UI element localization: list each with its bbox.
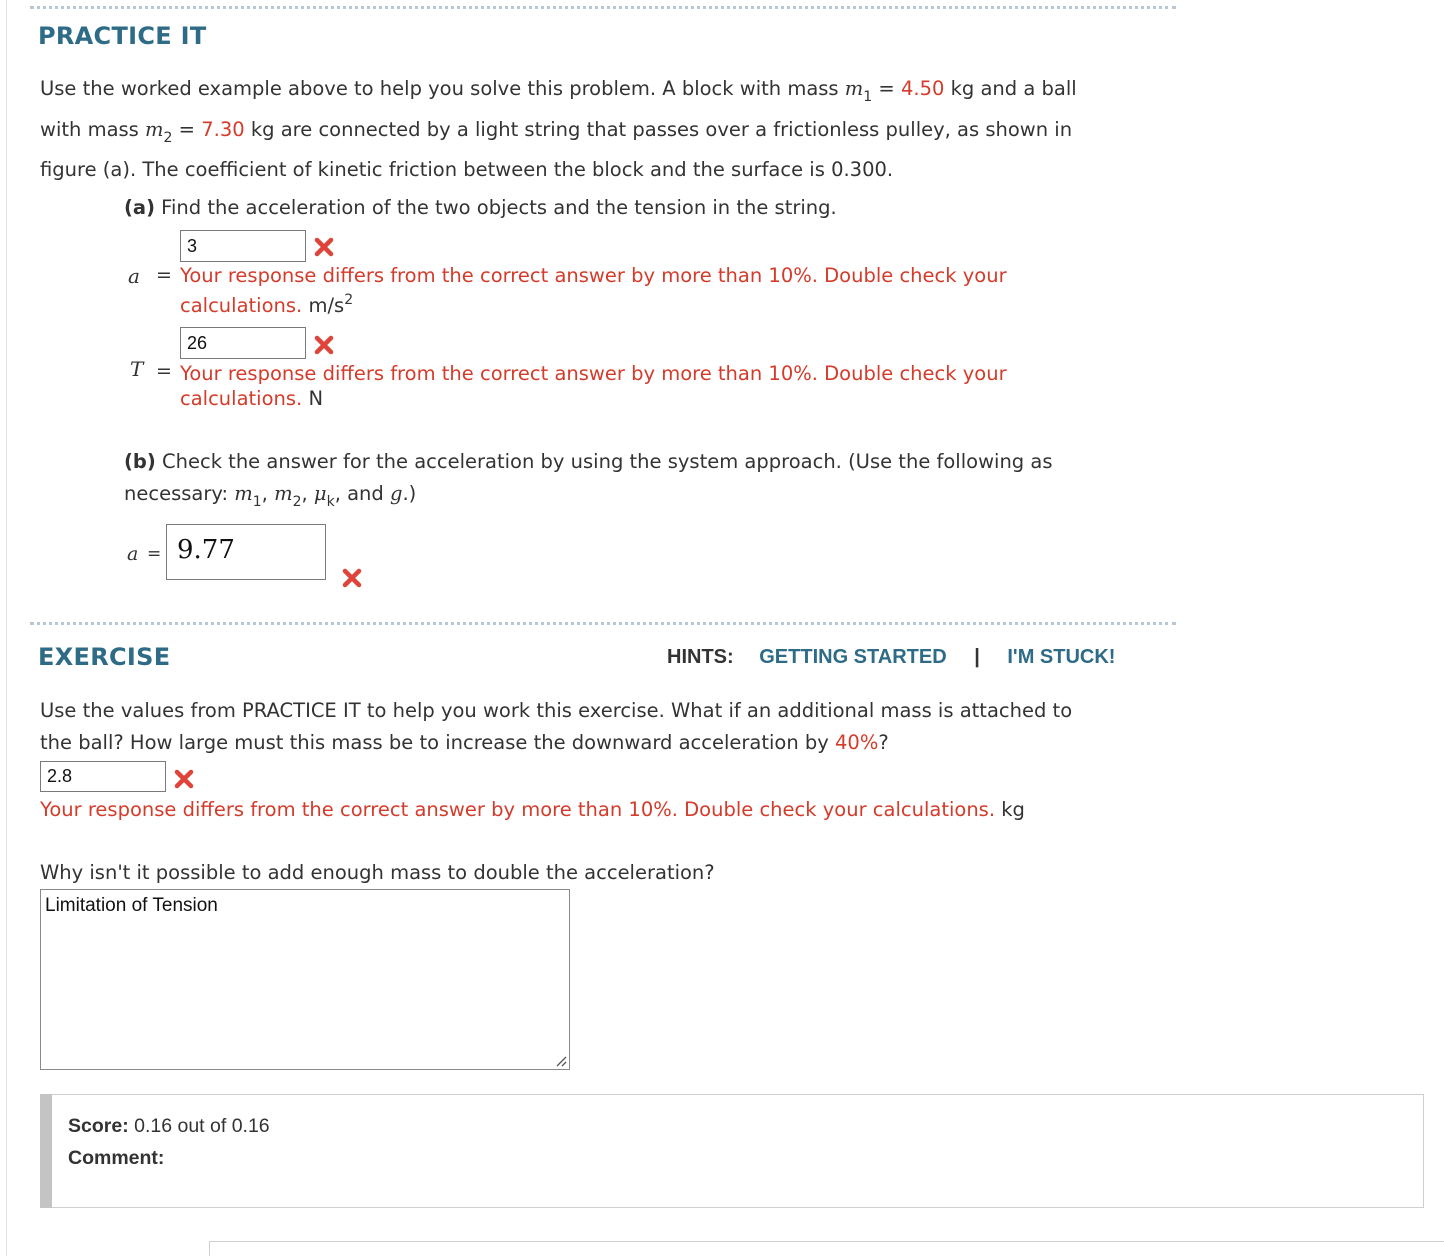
problem-line-2: with mass $m_2 = 7.30$ kg are connected by a light string that passes over a frictionless pulley, as shown in: [40, 117, 1073, 146]
next-panel-edge: [209, 1241, 1444, 1256]
section-divider-top: [30, 6, 1176, 9]
hints-bar: [667, 646, 1115, 669]
part-b-variables: necessary: $m_1$, $m_2$, $\mu_k$, and g.): [124, 482, 417, 510]
part-b-question: (b) Check the answer for the acceleration by using the system approach. (Use the following as: [124, 450, 1053, 473]
problem-line-1: Use the worked example above to help you solve this problem. A block with mass $m_1 = 4.50$ kg and a ball: [40, 77, 1077, 105]
b-a-variable: a: [127, 543, 139, 565]
tension-input[interactable]: 26: [180, 327, 306, 359]
score-line: Score: 0.16 out of 0.16: [68, 1115, 270, 1137]
explanation-textarea[interactable]: [40, 889, 570, 1070]
exercise-title: EXERCISE: [38, 643, 171, 671]
mass-feedback: Your response differs from the correct answer by more than 10%. Double check your calculations. kg: [40, 798, 1025, 821]
why-question: Why isn't it possible to add enough mass to double the acceleration?: [40, 861, 715, 884]
resize-handle-icon[interactable]: [555, 1055, 567, 1067]
score-panel-accent: [40, 1094, 52, 1208]
percent-value: 40%: [835, 731, 879, 754]
system-acceleration-input[interactable]: 9.77: [166, 524, 326, 580]
incorrect-x-icon: [313, 236, 335, 258]
m1-value: 4.50: [900, 77, 945, 100]
tension-feedback: Your response differs from the correct answer by more than 10%. Double check your calculations. N: [180, 362, 1007, 410]
left-border: [6, 0, 7, 1256]
practice-title: PRACTICE IT: [38, 22, 207, 50]
textarea-value: Limitation of Tension: [45, 895, 218, 916]
hint-separator: |: [974, 646, 980, 668]
section-divider-exercise: [30, 622, 1176, 625]
incorrect-x-icon: [313, 334, 335, 356]
problem-statement: [40, 70, 1077, 190]
score-value: 0.16 out of 0.16: [128, 1115, 270, 1137]
exercise-line-2: the ball? How large must this mass be to increase the downward acceleration by 40%?: [40, 731, 889, 754]
a-variable: a: [128, 264, 140, 288]
acceleration-feedback: Your response differs from the correct answer by more than 10%. Double check your calculations. $m/s^2$: [180, 264, 1007, 317]
hint-im-stuck-link[interactable]: I'M STUCK!: [1007, 646, 1116, 668]
mass-unit: kg: [995, 798, 1025, 821]
b-a-equals: =: [147, 544, 162, 564]
additional-mass-input[interactable]: 2.8: [40, 761, 166, 792]
hints-label: HINTS:: [667, 646, 734, 668]
hint-getting-started-link[interactable]: GETTING STARTED: [759, 646, 947, 668]
problem-line-3: figure (a). The coefficient of kinetic friction between the block and the surface is 0.300.: [40, 158, 894, 181]
t-variable: T: [130, 357, 144, 381]
part-a-question: (a) Find the acceleration of the two objects and the tension in the string.: [124, 196, 837, 219]
comment-label: Comment:: [68, 1147, 165, 1169]
t-equals: =: [156, 360, 172, 382]
acceleration-unit: $m/s^2$: [302, 292, 354, 317]
incorrect-x-icon: [173, 768, 195, 790]
score-panel: [40, 1094, 1424, 1208]
acceleration-input[interactable]: 3: [180, 230, 306, 262]
tension-unit: N: [302, 387, 324, 410]
exercise-line-1: Use the values from PRACTICE IT to help you work this exercise. What if an additional mass is attached to: [40, 699, 1073, 722]
m2-value: 7.30: [201, 117, 245, 141]
incorrect-x-icon: [341, 567, 363, 589]
a-equals: =: [156, 264, 172, 286]
